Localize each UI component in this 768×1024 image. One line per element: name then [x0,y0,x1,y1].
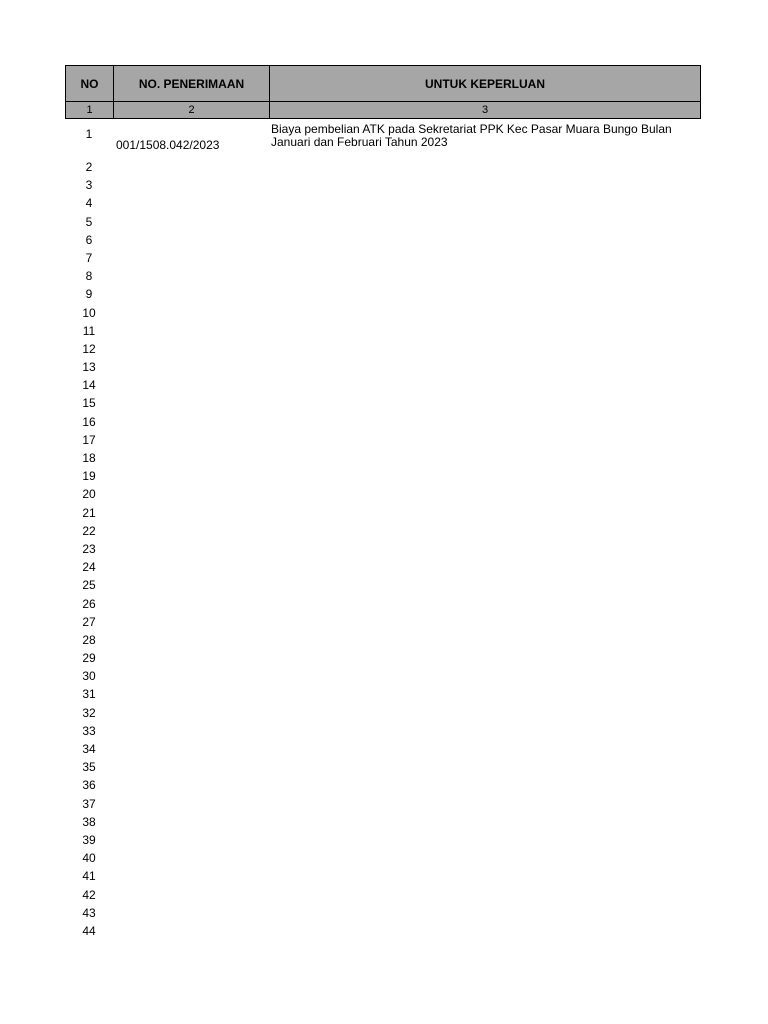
table-row [65,559,700,577]
row-number: 15 [82,396,96,411]
table-row [65,887,700,905]
table-row [65,832,700,850]
row-number: 1 [85,127,93,141]
row-number: 39 [82,832,96,847]
table-row [65,541,700,559]
table-row [65,868,700,886]
row-number: 10 [82,305,96,320]
table-row [65,614,700,632]
table-row [65,705,700,723]
table-row [65,432,700,450]
row-number: 9 [85,287,93,302]
row-number: 17 [82,432,96,447]
table-row [65,632,700,650]
table-row [65,414,700,432]
table-row [65,377,700,395]
register-rows [65,119,700,941]
table-row [65,177,700,195]
register-sheet [65,65,700,941]
row-number: 32 [82,705,96,720]
row-number: 27 [82,614,96,629]
table-row [65,577,700,595]
header-keperluan: UNTUK KEPERLUAN [270,66,701,102]
table-row [65,468,700,486]
row-number: 5 [85,214,93,229]
row-number: 38 [82,814,96,829]
numbered-rows [65,159,700,941]
table-row [65,214,700,232]
table-row [65,359,700,377]
row-number: 36 [82,778,96,793]
row-number: 21 [82,505,96,520]
row-number: 16 [82,414,96,429]
row-number: 43 [82,905,96,920]
row-number: 24 [82,560,96,575]
row-number: 23 [82,541,96,556]
row-number: 42 [82,887,96,902]
table-row [65,395,700,413]
row-number: 12 [82,341,96,356]
register-header-table [65,65,701,119]
header-num-no: 1 [66,102,114,119]
table-row [65,905,700,923]
table-row [65,268,700,286]
table-row [65,686,700,704]
table-row [65,232,700,250]
row-number: 4 [85,196,93,211]
row-number: 29 [82,651,96,666]
row-number: 7 [85,250,93,265]
row-number: 33 [82,723,96,738]
table-row [65,341,700,359]
row-number: 20 [82,487,96,502]
row-number: 18 [82,451,96,465]
row-number: 25 [82,578,96,593]
table-row [65,723,700,741]
header-num-keperluan: 3 [270,102,701,119]
row-number: 44 [82,923,96,938]
table-row [65,668,700,686]
row-number: 31 [82,687,96,702]
header-penerimaan: NO. PENERIMAAN [114,66,270,102]
table-row [65,305,700,323]
row-number: 30 [82,669,96,684]
table-row [65,523,700,541]
header-title-row [66,66,701,102]
row-number: 3 [85,178,93,193]
table-row [65,796,700,814]
row-number: 13 [82,360,96,375]
row-number: 34 [82,742,96,756]
table-row [65,450,700,468]
table-row [65,286,700,304]
purpose-text: Biaya pembelian ATK pada Sekretariat PPK Kec Pasar Muara Bungo Bulan Januari dan Februari Tahun 2023 [271,122,672,149]
table-row [65,923,700,941]
table-row [65,119,700,159]
table-row [65,814,700,832]
table-row [65,741,700,759]
table-row [65,159,700,177]
row-number: 8 [85,269,93,284]
row-number: 26 [82,596,96,611]
header-no: NO [66,66,114,102]
row-number: 41 [82,869,96,884]
table-row [65,850,700,868]
row-number: 6 [85,232,93,247]
table-row [65,486,700,504]
row-number: 37 [82,796,96,811]
header-number-row [66,102,701,119]
table-row [65,650,700,668]
row-number: 28 [82,632,96,647]
table-row [65,777,700,795]
table-row [65,195,700,213]
row-number: 22 [82,523,96,538]
table-row [65,323,700,341]
header-num-penerimaan: 2 [114,102,270,119]
row-number: 14 [82,378,96,393]
table-row [65,250,700,268]
table-row [65,505,700,523]
row-number: 40 [82,851,96,866]
table-row [65,596,700,614]
row-number: 11 [82,323,96,338]
row-number: 19 [82,469,96,484]
row-number: 2 [85,160,93,174]
row-number: 35 [82,760,96,775]
table-row [65,759,700,777]
receipt-number: 001/1508.042/2023 [116,138,220,152]
